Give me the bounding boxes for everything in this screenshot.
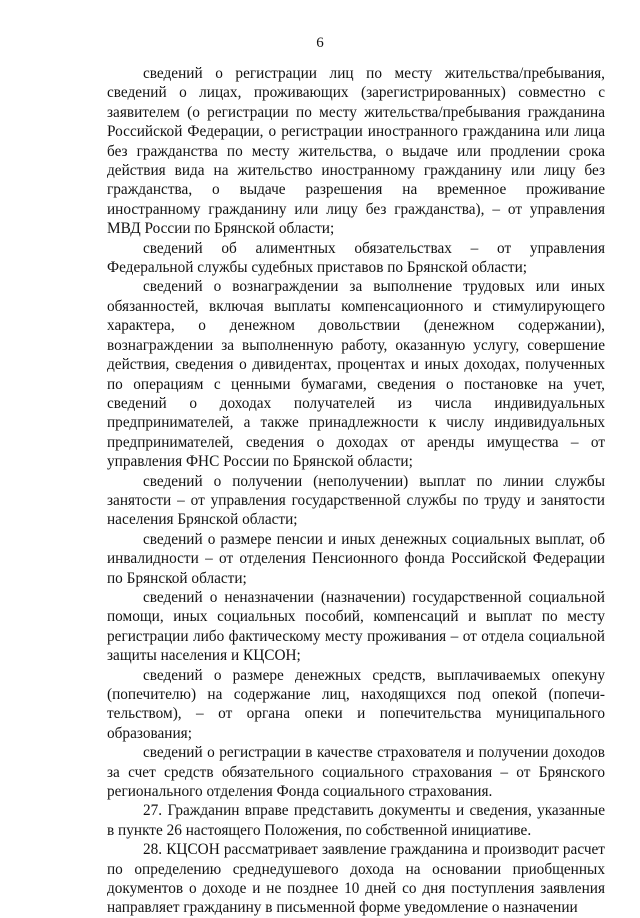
paragraph-employment: сведений о получении (неполучении) выплат по линии службы занятости – от управления государственной службы по труду и занятости населения Брянской области; — [107, 472, 605, 529]
page-number: 6 — [316, 35, 324, 51]
paragraph-alimony: сведений об алиментных обязательствах – от управления Федеральной службы судебных приставов по Брянской области; — [107, 239, 605, 277]
paragraph-item-27: 27. Гражданин вправе представить документы и сведения, указанные в пункте 26 настоящего Положения, по собственной инициативе. — [107, 802, 605, 839]
paragraph-mvd-registration: сведений о регистрации лиц по месту жительства/пребывания, сведений о лицах, проживающих (зарегистрированных) совместно с заявителем (о регистрации по месту жительства/пребывания гражданина Российской Федерации, о регистрации иностранного гражданина или лица без гражданства по месту жительства, о выдаче или продлении срока действия вида на жительство иностранному гражданину или лицу без гражданства, о выдаче разрешения на временное проживание иностранному гражданину или лицу без гражданства), – от управления МВД России по Брянской области; — [107, 65, 605, 238]
paragraph-social-assistance: сведений о неназначении (назначении) государственной социальной помощи, иных социальных пособий, компенсаций и выплат по месту регистрации либо фактическому месту проживания – от отдела социальной защиты населения и КЦСОН; — [107, 588, 605, 665]
paragraph-item-28: 28. КЦСОН рассматривает заявление гражданина и производит расчет по определению среднедушевого дохода на основании приобщенных документов о доходе и не позднее 10 дней со дня поступления заявления направляет гражданину в письменной форме уведомление о назначении — [107, 841, 605, 917]
paragraph-income-fns: сведений о вознаграждении за выполнение трудовых или иных обязанностей, включая выплаты компенсационного и стимулирующего характера, о денежном довольствии (денежном содержании), вознаграждении за выполненную работу, оказанную услугу, совершение действия, сведения о дивидентах, процентах и иных доходах, полученных по операциям с ценными бумагами, сведения о постановке на учет, сведений о доходах получателей из числа индивидуальных предпринимателей, а также принадлежности к числу индивидуальных предпринимателей, сведения о доходах от аренды имущества – от управления ФНС России по Брянской области; — [107, 278, 605, 471]
paragraph-guardianship: сведений о размере денежных средств, выплачиваемых опекуну (попечителю) на содержание лиц, находящихся под опекой (попечи-тельством), – от органа опеки и попечительства муниципального образования; — [107, 666, 605, 742]
paragraph-social-insurance: сведений о регистрации в качестве страхователя и получении доходов за счет средств обязательного социального страхования – от Брянского регионального отделения Фонда социального страхования. — [107, 744, 605, 801]
document-body — [107, 64, 605, 918]
paragraph-pension: сведений о размере пенсии и иных денежных социальных выплат, об инвалидности – от отделения Пенсионного фонда Российской Федерации по Брянской области; — [107, 530, 605, 587]
